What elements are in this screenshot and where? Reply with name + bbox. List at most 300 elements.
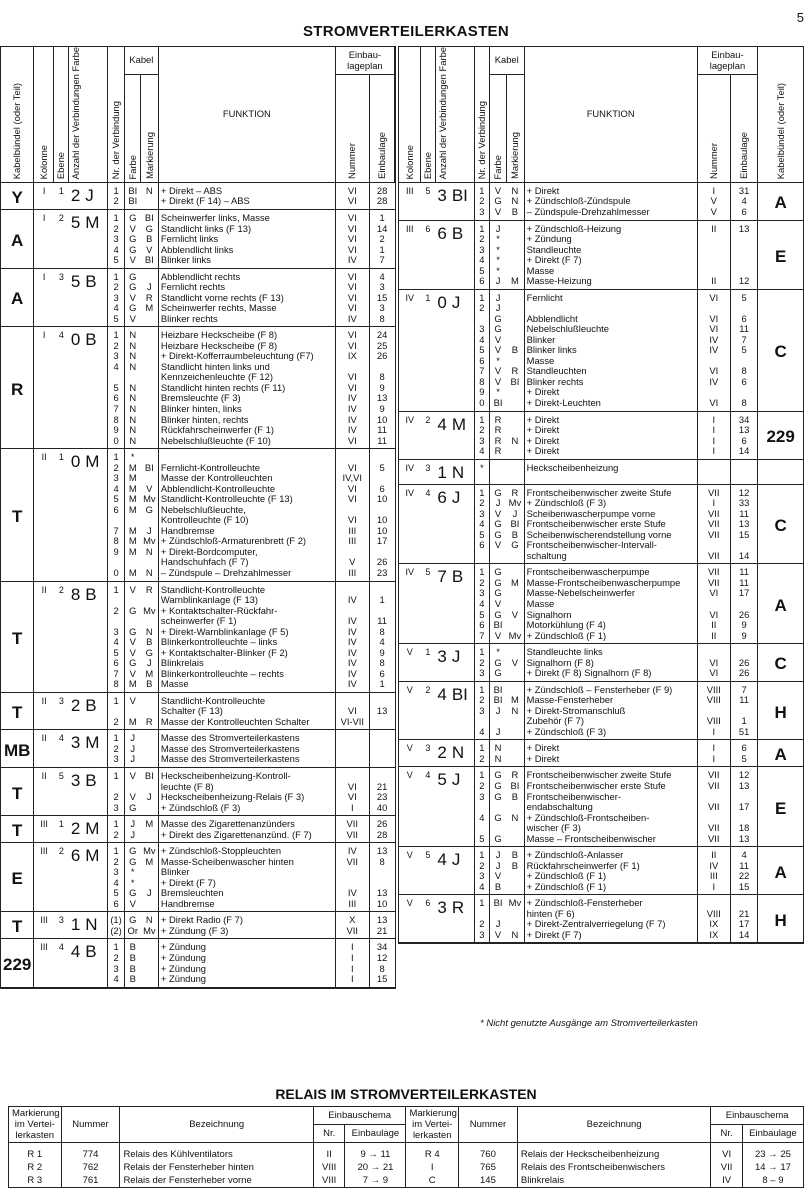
cable-color	[124, 782, 140, 793]
install-position: 10	[369, 494, 394, 505]
cable-marking: Mv	[141, 494, 159, 505]
connection-number: 1	[108, 692, 124, 706]
cable-marking	[506, 919, 524, 930]
cable-color: V	[129, 694, 136, 706]
install-position	[730, 234, 757, 245]
install-number	[697, 792, 730, 803]
cable-color: J	[495, 222, 501, 234]
level-number: 3	[58, 695, 64, 706]
level-number: 4	[425, 487, 431, 498]
cable-color: J	[495, 919, 501, 930]
cable-marking: M	[141, 857, 159, 868]
connection-number: 6	[108, 505, 124, 516]
connector-code	[69, 843, 108, 912]
function-text: wischer (F 3)	[524, 823, 697, 834]
install-position: 26	[369, 816, 394, 830]
header-count: Anzahl der Verbindungen Farbe	[435, 47, 474, 182]
connector-code	[435, 564, 474, 644]
cable-marking: M	[141, 303, 159, 314]
cable-marking: BI	[506, 519, 524, 530]
connection-number: 2	[474, 196, 489, 207]
cable-marking: B	[506, 847, 524, 861]
cable-marking	[141, 473, 159, 484]
function-text: + Zündung (F 3)	[158, 926, 335, 939]
cable-color: N	[129, 361, 137, 372]
install-number: VIII	[697, 681, 730, 695]
relay-header-nr: Nr.	[711, 1125, 743, 1143]
cable-color: V	[494, 508, 502, 519]
column-number: III	[40, 819, 48, 830]
connection-number: 0	[108, 568, 124, 581]
function-text: + Zündschloß (F 3)	[524, 727, 697, 740]
function-text: Kennzeichenleuchte (F 12)	[158, 372, 335, 383]
function-text: + Zündschloß-Zündspule	[524, 196, 697, 207]
install-position: 28	[369, 196, 394, 209]
connector-count: 3	[70, 733, 81, 753]
install-position: 26	[730, 610, 757, 621]
install-number: IV	[335, 393, 369, 404]
install-position: 10	[369, 515, 394, 526]
connection-number: 0	[474, 398, 489, 411]
install-position: 9	[369, 648, 394, 659]
install-number: IV	[335, 888, 369, 899]
bundle-label: 229	[1, 939, 34, 987]
connection-number: 5	[474, 266, 489, 277]
install-position: 28	[369, 182, 394, 196]
connection-number: 3	[108, 293, 124, 304]
function-text: + Direkt-Warnblinkanlage (F 5)	[158, 627, 335, 638]
install-number	[335, 692, 369, 706]
function-text: + Direkt (F 7)	[524, 255, 697, 266]
cable-color	[124, 706, 140, 717]
cable-marking	[141, 730, 159, 744]
cable-marking	[141, 867, 159, 878]
cable-marking	[141, 351, 159, 362]
connection-number: 6	[108, 658, 124, 669]
function-text: Abblendlicht rechts	[158, 268, 335, 282]
cable-color: B	[494, 881, 502, 892]
install-number: VI	[335, 196, 369, 209]
relay-scheme-pos: 14 → 17	[742, 1161, 803, 1174]
install-number: VI	[697, 314, 730, 325]
cable-marking: J	[506, 509, 524, 520]
column-number: IV	[405, 462, 414, 473]
level-number: 2	[58, 212, 64, 223]
function-text: + Zündschloß-Anlasser	[524, 847, 697, 861]
connection-number: 7	[474, 366, 489, 377]
connection-number: 3	[108, 867, 124, 878]
cable-color: V	[129, 647, 136, 658]
relay-name: Relais der Fensterheber vorne	[120, 1174, 313, 1188]
install-number: VI	[335, 182, 369, 196]
bundle-label: T	[1, 581, 34, 692]
relay-number: 765	[459, 1161, 518, 1174]
bundle-label	[758, 459, 803, 484]
function-text: Heizbare Heckscheibe (F 8)	[158, 341, 335, 352]
install-position: 12	[369, 953, 394, 964]
header-number: Nummer	[335, 75, 369, 183]
cable-color: V	[494, 376, 502, 387]
relay-marking: R 4	[406, 1143, 459, 1162]
install-number: I	[697, 182, 730, 196]
level-number: 3	[58, 271, 64, 282]
cable-color	[124, 616, 140, 627]
bundle-label: Y	[1, 182, 34, 209]
install-position: 4	[730, 196, 757, 207]
connector-count: 2	[70, 819, 81, 839]
connector-count: 4	[70, 942, 81, 962]
connection-number: 9	[108, 547, 124, 558]
cable-color: R	[494, 435, 502, 446]
connector-color: B	[451, 223, 464, 243]
install-position: 3	[369, 282, 394, 293]
install-number	[697, 540, 730, 551]
install-position: 17	[730, 802, 757, 813]
cable-color: G	[494, 566, 502, 578]
function-text: Standlicht hinten links und	[158, 362, 335, 373]
install-number: VIII	[697, 695, 730, 706]
install-number: IV	[697, 335, 730, 346]
connection-number: 2	[108, 196, 124, 209]
relay-scheme-nr: II	[313, 1143, 345, 1162]
install-position: 4	[369, 637, 394, 648]
header-bundle: Kabelbündel (oder Teil)	[1, 47, 34, 182]
connection-number: 4	[474, 882, 489, 895]
relay-name: Blinkrelais	[517, 1174, 710, 1188]
function-text: + Direkt-Bordcomputer,	[158, 547, 335, 558]
install-number: VIII	[697, 716, 730, 727]
install-position: 12	[730, 484, 757, 498]
connector-count: 8	[70, 584, 81, 604]
function-text: Blinker	[158, 867, 335, 878]
column-number: II	[41, 771, 47, 782]
cable-color: M	[128, 546, 137, 557]
install-position	[369, 449, 394, 463]
cable-marking	[506, 564, 524, 578]
cable-marking: J	[141, 792, 159, 803]
connector-code	[69, 939, 108, 987]
function-text: + Zündschloß (F 1)	[524, 882, 697, 895]
cable-color: V	[129, 637, 136, 648]
bundle-label: A	[758, 740, 803, 767]
cable-color: M	[128, 473, 137, 484]
function-text: Standleuchten	[524, 366, 697, 377]
header-cable: Kabel	[489, 47, 524, 75]
install-position: 28	[369, 830, 394, 843]
connector-count: 4	[437, 850, 447, 870]
install-number: III	[335, 568, 369, 581]
function-text: + Zündschloß-Stoppleuchten	[158, 843, 335, 857]
cable-color: V	[129, 583, 136, 595]
cable-marking: M	[141, 816, 159, 830]
connection-number	[474, 716, 489, 727]
connector-code	[69, 768, 108, 816]
table-row	[1, 768, 395, 782]
connector-code	[69, 327, 108, 449]
header-level: Ebene	[54, 47, 69, 182]
connection-number: 1	[474, 644, 489, 658]
column-number: V	[406, 684, 413, 695]
level-number: 5	[425, 567, 431, 578]
connection-number: 1	[108, 581, 124, 595]
header-conn: Nr. der Verbindung	[474, 47, 489, 182]
cable-marking	[506, 620, 524, 631]
install-number: VI	[697, 658, 730, 669]
function-text: + Zündschloß (F 3)	[158, 803, 335, 816]
install-number: VI	[335, 706, 369, 717]
cable-marking	[141, 425, 159, 436]
cable-marking	[141, 899, 159, 912]
cable-color: *	[496, 244, 500, 255]
connection-number: 6	[474, 620, 489, 631]
relay-row	[9, 1174, 804, 1188]
connection-number: 3	[108, 803, 124, 816]
cable-color: J	[495, 726, 501, 737]
table-row	[1, 209, 395, 223]
cable-color: BI	[493, 398, 503, 409]
function-text: Standlicht links (F 13)	[158, 224, 335, 235]
function-text: + Direkt – ABS	[158, 182, 335, 196]
function-text: Blinkerkontrolleuchte – links	[158, 637, 335, 648]
column-number: IV	[405, 292, 414, 303]
connection-number: 5	[108, 494, 124, 505]
function-text: Frontscheibenwischer erste Stufe	[524, 781, 697, 792]
install-position: 15	[730, 530, 757, 541]
cable-marking	[506, 668, 524, 681]
cable-marking	[506, 882, 524, 895]
connection-number: 1	[474, 895, 489, 909]
cable-color: V	[129, 255, 136, 266]
cable-color: BI	[493, 695, 503, 706]
install-position: 6	[730, 207, 757, 220]
install-number: VI	[335, 372, 369, 383]
install-number: I	[335, 939, 369, 953]
function-text: Masse der Kontrolleuchten	[158, 473, 335, 484]
install-position: 13	[369, 888, 394, 899]
install-number: IV	[697, 861, 730, 872]
connector-color: BI	[451, 185, 468, 205]
install-position	[730, 255, 757, 266]
table-row	[399, 681, 803, 695]
relay-number: 774	[61, 1143, 120, 1162]
cable-marking	[141, 341, 159, 352]
install-position	[369, 362, 394, 373]
connector-count: 0	[437, 292, 447, 312]
cable-color: N	[129, 393, 137, 404]
connector-count: 6	[437, 223, 447, 243]
cable-marking	[141, 953, 159, 964]
level-number: 5	[58, 771, 64, 782]
function-text: Masse des Stromverteilerkastens	[158, 754, 335, 767]
install-position: 24	[369, 327, 394, 341]
column-number: V	[406, 898, 413, 909]
cable-marking	[506, 411, 524, 425]
cable-marking	[506, 727, 524, 740]
cable-marking	[141, 830, 159, 843]
connection-number: 3	[108, 473, 124, 484]
install-number: VI	[335, 209, 369, 223]
install-position: 8	[369, 964, 394, 975]
cable-marking	[506, 834, 524, 847]
table-row	[399, 484, 803, 498]
header-function: FUNKTION	[158, 47, 335, 182]
relay-scheme-pos: 23 → 25	[742, 1143, 803, 1162]
install-number	[335, 744, 369, 755]
relay-header-scheme: Einbauschema	[711, 1107, 804, 1125]
install-number: VII	[697, 802, 730, 813]
connection-number: 7	[108, 526, 124, 537]
bundle-label: E	[758, 220, 803, 289]
relay-name: Relais der Fensterheber hinten	[120, 1161, 313, 1174]
connection-number	[474, 551, 489, 564]
install-position: 15	[369, 974, 394, 987]
function-text: Masse der Kontrolleuchten Schalter	[158, 717, 335, 730]
install-position: 3	[369, 303, 394, 314]
level-number: 3	[58, 915, 64, 926]
function-text: Masse-Frontscheibenwascherpumpe	[524, 578, 697, 589]
connector-color: M	[451, 414, 467, 434]
install-number: IV	[697, 345, 730, 356]
install-number: VII	[697, 781, 730, 792]
cable-color: G	[494, 609, 502, 620]
connection-number: 7	[108, 404, 124, 415]
function-text: Masse	[524, 266, 697, 277]
table-row	[399, 767, 803, 781]
relay-header-number: Nummer	[61, 1107, 120, 1143]
function-text: Standlicht vorne rechts (F 13)	[158, 293, 335, 304]
install-position: 4	[369, 268, 394, 282]
install-number: VI	[335, 782, 369, 793]
level-number: 5	[425, 850, 431, 861]
connector-count: 0	[70, 330, 81, 350]
function-text: + Direkt	[524, 411, 697, 425]
bundle-label: A	[1, 209, 34, 268]
function-text: Bremsleuchte (F 3)	[158, 393, 335, 404]
column-number: III	[40, 846, 48, 857]
connection-number	[108, 595, 124, 606]
install-number: I	[697, 425, 730, 436]
cable-color: G	[494, 519, 502, 530]
function-text: endabschaltung	[524, 802, 697, 813]
install-position: 17	[730, 588, 757, 599]
cable-color: N	[129, 382, 137, 393]
relay-section-title: RELAIS IM STROMVERTEILERKASTEN	[275, 1086, 537, 1102]
connection-number	[108, 706, 124, 717]
connection-number: 1	[474, 740, 489, 754]
cable-color: G	[494, 313, 502, 324]
connection-number: 4	[108, 303, 124, 314]
connector-color: B	[451, 567, 464, 587]
bundle-label: H	[758, 681, 803, 740]
cable-marking	[141, 404, 159, 415]
cable-marking	[141, 706, 159, 717]
cable-color: *	[130, 877, 135, 888]
relay-header-name: Bezeichnung	[517, 1107, 710, 1143]
function-text: Abblendlicht-Kontrolleuchte	[158, 484, 335, 495]
connection-number: 9	[474, 387, 489, 398]
connection-number: 4	[108, 878, 124, 889]
connector-color: B	[85, 330, 97, 350]
cable-color: G	[129, 626, 137, 637]
install-number: IX	[697, 919, 730, 930]
install-position: 12	[730, 767, 757, 781]
cable-color: G	[494, 833, 502, 844]
install-number: I	[697, 727, 730, 740]
connection-number: 6	[474, 276, 489, 289]
relay-scheme-nr: IV	[711, 1174, 743, 1188]
install-position: 13	[730, 519, 757, 530]
relay-header-scheme: Einbauschema	[313, 1107, 406, 1125]
function-text: Fernlicht	[524, 289, 697, 303]
table-row	[1, 449, 395, 463]
install-number: VI	[697, 324, 730, 335]
install-number: IV	[335, 595, 369, 606]
install-position: 23	[369, 568, 394, 581]
cable-marking: J	[141, 282, 159, 293]
cable-marking	[141, 449, 159, 463]
header-install: Einbau-lageplan	[697, 47, 758, 75]
connector-code	[435, 767, 474, 847]
column-number: II	[41, 584, 47, 595]
cable-color: G	[494, 324, 502, 335]
install-number: VII	[697, 834, 730, 847]
cable-marking	[506, 255, 524, 266]
cable-color: N	[129, 329, 137, 341]
cable-color: G	[129, 914, 137, 926]
cable-marking: Mv	[506, 631, 524, 644]
cable-marking	[506, 425, 524, 436]
cable-color: G	[494, 588, 502, 599]
install-position	[369, 581, 394, 595]
install-position: 51	[730, 727, 757, 740]
function-text: leuchte (F 8)	[158, 782, 335, 793]
connector-color: B	[85, 584, 97, 604]
connection-number: 4	[474, 335, 489, 346]
cable-marking	[506, 681, 524, 695]
install-number: IV	[335, 616, 369, 627]
column-number: IV	[405, 567, 414, 578]
install-number: II	[697, 620, 730, 631]
function-text: – Zündspule – Drehzahlmesser	[158, 568, 335, 581]
install-position: 1	[369, 679, 394, 692]
connection-number: 1	[108, 449, 124, 463]
install-position: 9	[730, 631, 757, 644]
relay-scheme-pos: 7 → 9	[345, 1174, 406, 1188]
relay-table	[8, 1106, 804, 1188]
install-number: X	[335, 912, 369, 926]
function-text: + Direkt-Kofferraumbeleuchtung (F7)	[158, 351, 335, 362]
cable-color: R	[494, 446, 502, 457]
connector-code	[435, 459, 474, 484]
function-text: Bremsleuchten	[158, 888, 335, 899]
function-text: Handschuhfach (F 7)	[158, 557, 335, 568]
connection-number: 1	[108, 730, 124, 744]
function-text: + Direkt Radio (F 7)	[158, 912, 335, 926]
left-connection-table	[0, 46, 396, 989]
install-number	[697, 234, 730, 245]
connection-number: 4	[474, 813, 489, 824]
connection-number: 9	[108, 425, 124, 436]
cable-color: BI	[493, 683, 503, 695]
install-position: 40	[369, 803, 394, 816]
cable-marking: BI	[506, 377, 524, 388]
function-text: Masse des Stromverteilerkastens	[158, 730, 335, 744]
install-number: VI	[335, 436, 369, 449]
connection-number: 5	[474, 834, 489, 847]
install-number: VII	[335, 857, 369, 868]
install-position	[730, 387, 757, 398]
cable-marking	[506, 588, 524, 599]
